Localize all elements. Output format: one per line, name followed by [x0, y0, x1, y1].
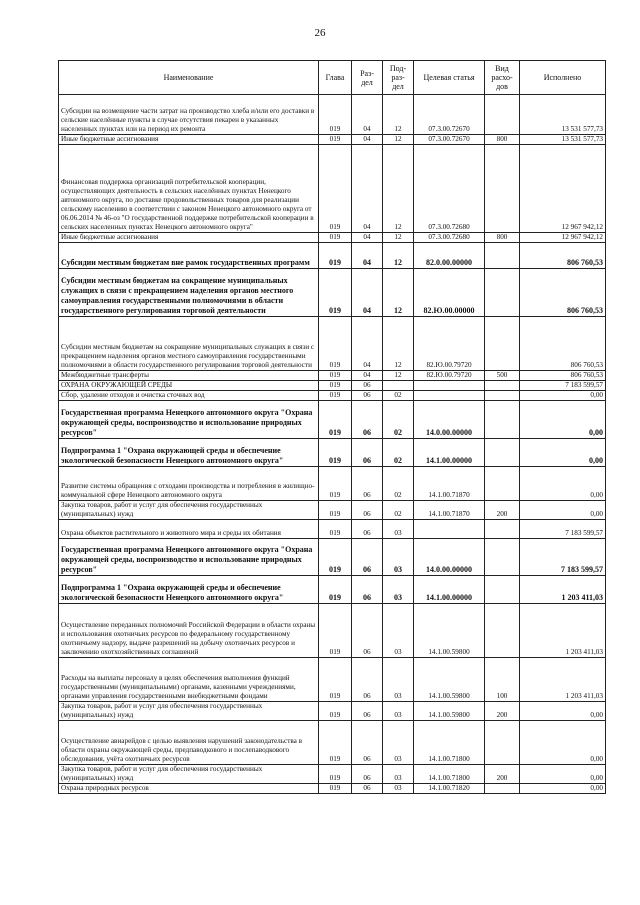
cell-name: ОХРАНА ОКРУЖАЮЩЕЙ СРЕДЫ: [59, 381, 319, 391]
cell-razdel: 06: [352, 604, 383, 658]
cell-expense-type: [485, 604, 520, 658]
cell-target-article: 14.1.00.59800: [414, 604, 485, 658]
cell-executed: 0,00: [520, 702, 606, 721]
cell-expense-type: 100: [485, 658, 520, 702]
cell-target-article: 14.1.00.59800: [414, 658, 485, 702]
cell-podrazdel: 03: [383, 765, 414, 784]
cell-razdel: 04: [352, 233, 383, 243]
cell-target-article: 14.1.00.71870: [414, 467, 485, 501]
cell-target-article: 14.0.00.00000: [414, 539, 485, 576]
table-row: [59, 439, 606, 467]
cell-razdel: 04: [352, 145, 383, 233]
cell-name: Финансовая поддержка организаций потребительской кооперации, осуществляющих деятельность в сельских населённых пунктах Ненецкого автономного округа, по доставке продовольственных товаров для реализации сельскому населению в соответствии с законом Ненецкого автономного округа от 06.06.2014 № 46-оз "О государственной поддержке потребительской кооперации в сельских населенных пунктах Ненецкого автономного округа": [59, 145, 319, 233]
table-row: [59, 135, 606, 145]
cell-podrazdel: 12: [383, 233, 414, 243]
cell-target-article: 82.Ю.00.79720: [414, 371, 485, 381]
cell-glava: 019: [319, 269, 352, 317]
cell-executed: 806 760,53: [520, 243, 606, 269]
cell-executed: 12 967 942,12: [520, 145, 606, 233]
table-row: [59, 233, 606, 243]
cell-podrazdel: 02: [383, 401, 414, 439]
cell-razdel: 04: [352, 95, 383, 135]
cell-name: Закупка товаров, работ и услуг для обеспечения государственных (муниципальных) нужд: [59, 702, 319, 721]
cell-expense-type: 200: [485, 501, 520, 520]
cell-name: Подпрограмма 1 "Охрана окружающей среды и обеспечение экологической безопасности Ненецкого автономного округа": [59, 439, 319, 467]
cell-razdel: 06: [352, 467, 383, 501]
cell-name: Межбюджетные трансферты: [59, 371, 319, 381]
cell-executed: 1 203 411,03: [520, 658, 606, 702]
table-row: [59, 765, 606, 784]
table-row: [59, 702, 606, 721]
cell-podrazdel: 03: [383, 604, 414, 658]
cell-name: Государственная программа Ненецкого автономного округа "Охрана окружающей среды, воспроизводство и использование природных ресурсов": [59, 401, 319, 439]
cell-glava: 019: [319, 576, 352, 604]
cell-razdel: 04: [352, 317, 383, 371]
cell-name: Осуществление переданных полномочий Российской Федерации в области охраны и использования охотничьих ресурсов по федеральному государственному охотничьему надзору, выдаче разрешений на добычу охотничьих ресурсов и заключению охотхозяйственных соглашений: [59, 604, 319, 658]
cell-razdel: 06: [352, 702, 383, 721]
cell-glava: 019: [319, 233, 352, 243]
cell-target-article: [414, 391, 485, 401]
cell-razdel: 04: [352, 135, 383, 145]
cell-expense-type: [485, 721, 520, 765]
cell-target-article: [414, 381, 485, 391]
cell-executed: 0,00: [520, 391, 606, 401]
cell-podrazdel: 02: [383, 391, 414, 401]
cell-name: Субсидии на возмещение части затрат на производство хлеба и/или его доставки в сельские населённые пункты в случае отсутствия пекарен в указанных населенных пунктах или на период их ремонта: [59, 95, 319, 135]
cell-podrazdel: 03: [383, 721, 414, 765]
cell-podrazdel: 03: [383, 520, 414, 539]
cell-name: Государственная программа Ненецкого автономного округа "Охрана окружающей среды, воспроизводство и использование природных ресурсов": [59, 539, 319, 576]
cell-target-article: 82.Ю.00.00000: [414, 269, 485, 317]
cell-razdel: 06: [352, 765, 383, 784]
cell-razdel: 06: [352, 721, 383, 765]
cell-name: Иные бюджетные ассигнования: [59, 233, 319, 243]
cell-podrazdel: 12: [383, 95, 414, 135]
table-row: [59, 501, 606, 520]
table-header: [59, 61, 606, 95]
table-row: [59, 145, 606, 233]
page-number: 26: [314, 27, 326, 39]
table-row: [59, 317, 606, 371]
cell-glava: 019: [319, 317, 352, 371]
cell-razdel: 04: [352, 269, 383, 317]
cell-name: Сбор, удаление отходов и очистка сточных вод: [59, 391, 319, 401]
cell-glava: 019: [319, 381, 352, 391]
cell-target-article: 14.1.00.00000: [414, 576, 485, 604]
cell-expense-type: 800: [485, 135, 520, 145]
cell-target-article: 14.1.00.71800: [414, 721, 485, 765]
cell-expense-type: 200: [485, 702, 520, 721]
cell-podrazdel: 02: [383, 467, 414, 501]
cell-executed: 1 203 411,03: [520, 576, 606, 604]
cell-expense-type: 800: [485, 233, 520, 243]
cell-expense-type: [485, 243, 520, 269]
cell-podrazdel: 03: [383, 658, 414, 702]
cell-target-article: 82.Ю.00.79720: [414, 317, 485, 371]
cell-executed: 13 531 577,73: [520, 135, 606, 145]
table-body: [59, 95, 606, 794]
cell-razdel: 06: [352, 501, 383, 520]
table-row: [59, 520, 606, 539]
cell-expense-type: [485, 381, 520, 391]
cell-razdel: 06: [352, 391, 383, 401]
cell-target-article: 14.1.00.71800: [414, 765, 485, 784]
cell-expense-type: [485, 784, 520, 794]
cell-target-article: 82.0.00.00000: [414, 243, 485, 269]
cell-razdel: 06: [352, 520, 383, 539]
cell-glava: 019: [319, 604, 352, 658]
cell-expense-type: [485, 520, 520, 539]
cell-razdel: 06: [352, 381, 383, 391]
cell-executed: 7 183 599,57: [520, 381, 606, 391]
cell-glava: 019: [319, 467, 352, 501]
cell-podrazdel: 02: [383, 501, 414, 520]
cell-podrazdel: 12: [383, 135, 414, 145]
table-row: [59, 658, 606, 702]
cell-razdel: 06: [352, 784, 383, 794]
cell-target-article: 14.1.00.59800: [414, 702, 485, 721]
cell-executed: 0,00: [520, 439, 606, 467]
cell-name: Иные бюджетные ассигнования: [59, 135, 319, 145]
cell-name: Охрана природных ресурсов: [59, 784, 319, 794]
cell-target-article: 07.3.00.72680: [414, 233, 485, 243]
cell-expense-type: [485, 317, 520, 371]
header-target-article: Целевая статья: [414, 61, 485, 95]
header-glava: Глава: [319, 61, 352, 95]
table-row: [59, 269, 606, 317]
cell-razdel: 06: [352, 439, 383, 467]
header-expense-type: Вид расхо- дов: [485, 61, 520, 95]
cell-glava: 019: [319, 501, 352, 520]
cell-glava: 019: [319, 721, 352, 765]
cell-name: Субсидии местным бюджетам вне рамок государственных программ: [59, 243, 319, 269]
cell-name: Закупка товаров, работ и услуг для обеспечения государственных (муниципальных) нужд: [59, 765, 319, 784]
cell-glava: 019: [319, 520, 352, 539]
cell-name: Охрана объектов растительного и животного мира и среды их обитания: [59, 520, 319, 539]
budget-table: [58, 60, 606, 794]
cell-executed: 0,00: [520, 721, 606, 765]
cell-glava: 019: [319, 95, 352, 135]
cell-podrazdel: [383, 381, 414, 391]
cell-razdel: 06: [352, 401, 383, 439]
cell-target-article: 07.3.00.72670: [414, 95, 485, 135]
cell-name: Подпрограмма 1 "Охрана окружающей среды и обеспечение экологической безопасности Ненецкого автономного округа": [59, 576, 319, 604]
cell-executed: 0,00: [520, 784, 606, 794]
cell-target-article: [414, 520, 485, 539]
cell-expense-type: [485, 95, 520, 135]
cell-expense-type: [485, 391, 520, 401]
cell-name: Расходы на выплаты персоналу в целях обеспечения выполнения функций государственными (муниципальными) органами, казенными учреждениями, органами управления государственными внебюджетными фондами: [59, 658, 319, 702]
table-row: [59, 467, 606, 501]
cell-target-article: 07.3.00.72670: [414, 135, 485, 145]
cell-podrazdel: 12: [383, 371, 414, 381]
cell-razdel: 04: [352, 243, 383, 269]
cell-expense-type: [485, 576, 520, 604]
table-row: [59, 391, 606, 401]
header-razdel: Раз- дел: [352, 61, 383, 95]
cell-name: Субсидии местным бюджетам на сокращение муниципальных служащих в связи с прекращением наделения органов местного самоуправления государственными полномочиями в области государственного регулирования торговой деятельности: [59, 317, 319, 371]
cell-podrazdel: 12: [383, 145, 414, 233]
cell-expense-type: [485, 269, 520, 317]
cell-executed: 0,00: [520, 467, 606, 501]
cell-glava: 019: [319, 371, 352, 381]
cell-name: Закупка товаров, работ и услуг для обеспечения государственных (муниципальных) нужд: [59, 501, 319, 520]
cell-podrazdel: 02: [383, 439, 414, 467]
cell-executed: 0,00: [520, 501, 606, 520]
header-row: [59, 61, 606, 95]
cell-target-article: 14.1.00.71870: [414, 501, 485, 520]
cell-podrazdel: 12: [383, 269, 414, 317]
table-row: [59, 95, 606, 135]
cell-executed: 7 183 599,57: [520, 520, 606, 539]
cell-executed: 806 760,53: [520, 317, 606, 371]
header-podrazdel: Под- раз- дел: [383, 61, 414, 95]
cell-target-article: 14.1.00.71820: [414, 784, 485, 794]
cell-podrazdel: 03: [383, 576, 414, 604]
cell-executed: 1 203 411,03: [520, 604, 606, 658]
cell-executed: 806 760,53: [520, 269, 606, 317]
table-row: [59, 604, 606, 658]
cell-podrazdel: 03: [383, 702, 414, 721]
cell-razdel: 06: [352, 576, 383, 604]
cell-glava: 019: [319, 658, 352, 702]
cell-glava: 019: [319, 401, 352, 439]
cell-glava: 019: [319, 784, 352, 794]
table-row: [59, 381, 606, 391]
table-row: [59, 539, 606, 576]
cell-name: Развитие системы обращения с отходами производства и потребления в жилищно-коммунальной сфере Ненецкого автономного округа: [59, 467, 319, 501]
cell-podrazdel: 03: [383, 784, 414, 794]
cell-razdel: 06: [352, 658, 383, 702]
cell-executed: 0,00: [520, 401, 606, 439]
cell-target-article: 14.0.00.00000: [414, 401, 485, 439]
cell-executed: 13 531 577,73: [520, 95, 606, 135]
table-row: [59, 721, 606, 765]
cell-name: Субсидии местным бюджетам на сокращение муниципальных служащих в связи с прекращением наделения органов местного самоуправления государственными полномочиями в области государственного регулирования торговой деятельности: [59, 269, 319, 317]
cell-executed: 12 967 942,12: [520, 233, 606, 243]
table-row: [59, 784, 606, 794]
cell-glava: 019: [319, 391, 352, 401]
cell-podrazdel: 12: [383, 317, 414, 371]
cell-executed: 7 183 599,57: [520, 539, 606, 576]
cell-executed: 0,00: [520, 765, 606, 784]
cell-expense-type: [485, 401, 520, 439]
cell-glava: 019: [319, 145, 352, 233]
cell-glava: 019: [319, 243, 352, 269]
cell-expense-type: [485, 145, 520, 233]
cell-target-article: 14.1.00.00000: [414, 439, 485, 467]
header-name: Наименование: [59, 61, 319, 95]
header-executed: Исполнено: [520, 61, 606, 95]
cell-glava: 019: [319, 539, 352, 576]
cell-podrazdel: 12: [383, 243, 414, 269]
cell-glava: 019: [319, 439, 352, 467]
cell-expense-type: 500: [485, 371, 520, 381]
cell-expense-type: [485, 539, 520, 576]
cell-razdel: 04: [352, 371, 383, 381]
cell-target-article: 07.3.00.72680: [414, 145, 485, 233]
cell-podrazdel: 03: [383, 539, 414, 576]
cell-name: Осуществление авиарейдов с целью выявления нарушений законодательства в области охраны окружающей среды, предпаводкового и послепаводкового обследования, учёта охотничьих ресурсов: [59, 721, 319, 765]
table-row: [59, 401, 606, 439]
table-row: [59, 243, 606, 269]
cell-glava: 019: [319, 765, 352, 784]
cell-expense-type: [485, 467, 520, 501]
table-row: [59, 576, 606, 604]
cell-executed: 806 760,53: [520, 371, 606, 381]
cell-glava: 019: [319, 135, 352, 145]
cell-expense-type: 200: [485, 765, 520, 784]
cell-razdel: 06: [352, 539, 383, 576]
cell-expense-type: [485, 439, 520, 467]
table-row: [59, 371, 606, 381]
cell-glava: 019: [319, 702, 352, 721]
